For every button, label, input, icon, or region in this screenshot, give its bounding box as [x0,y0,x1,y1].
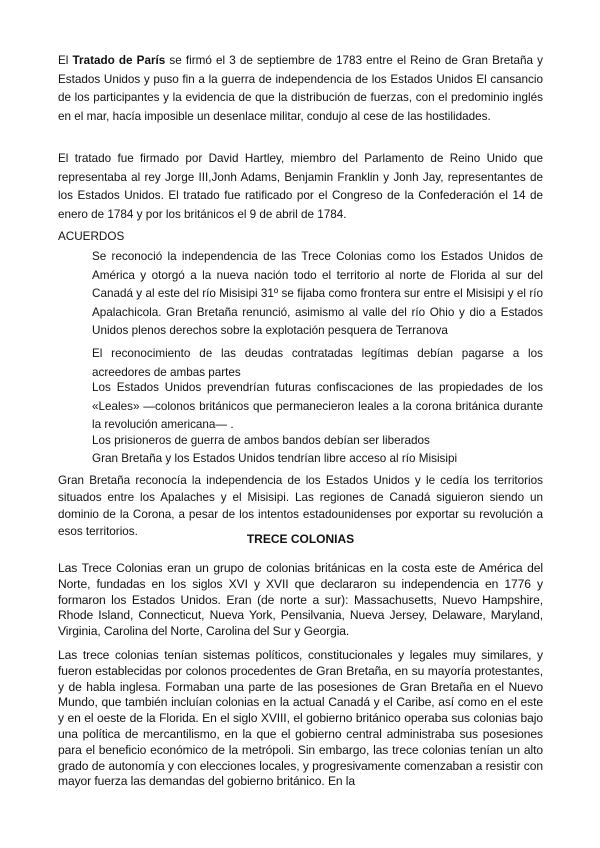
acuerdo-item: Los Estados Unidos prevendrían futuras confiscaciones de las propiedades de los «Leales» —colonos británicos que permanecieron leales a la corona británica durante la revolución americana— . [92,381,543,431]
section-title: TRECE COLONIAS [246,532,355,546]
intro-rest: se firmó el 3 de septiembre de 1783 entre el Reino de Gran Bretaña y Estados Unidos y puso fin a la guerra de independencia de los Estados Unidos El cansancio de los participantes y la evidencia de que la distribución de fuerzas, con el predominio inglés en el mar, hacía imposible un desenlace militar, condujo al cese de las hostilidades. [58,54,544,123]
acuerdo-item: Gran Bretaña y los Estados Unidos tendrían libre acceso al río Misisipi [92,452,458,465]
colonias-paragraph-2: Las trece colonias tenían sistemas políticos, constitucionales y legales muy similares, y fueron establecidas por colonos procedentes de Gran Bretaña, en su mayoría protestantes, y de habla inglesa. Formaban una parte de las posesiones de Gran Bretaña en el Nuevo Mundo, que también incluían colonias en la actual Canadá y el Caribe, así como en el este y en el oeste de la Florida. En el siglo XVIII, el gobierno británico operaba sus colonias bajo una política de mercantilismo, en la que el gobierno central administraba sus posesiones para el beneficio económico de la metrópoli. Sin embargo, las trece colonias tenían un alto grado de autonomía y con elecciones locales, y progresivamente comenzaban a resistir con mayor fuerza las demandas del gobierno británico. En la [58,648,543,789]
treaty-name: Tratado de París [72,54,166,67]
britain-paragraph: Gran Bretaña reconocía la independencia de los Estados Unidos y le cedía los territorios situados entre los Apalaches y el Misisipi. Las regiones de Canadá siguieron siendo un dominio de la Corona, a pesar de los intentos estadounidenses por exportar su revolución a esos territorios. [58,474,543,538]
intro-paragraph [58,52,543,126]
acuerdo-item: Se reconoció la independencia de las Trece Colonias como los Estados Unidos de América y otorgó a la nueva nación todo el territorio al norte de Florida al sur del Canadá y al este del río Misisipi 31º se fijaba como frontera sur entre el Misisipi y el río Apalachicola. Gran Bretaña renunció, asimismo al valle del río Ohio y dio a Estados Unidos plenos derechos sobre la explotación pesquera de Terranova [92,250,543,337]
colonias-paragraph-1: Las Trece Colonias eran un grupo de colonias británicas en la costa este de América del Norte, fundadas en los siglos XVI y XVII que declararon su independencia en 1776 y formaron los Estados Unidos. Eran (de norte a sur): Massachusetts, Nuevo Hampshire, Rhode Island, Connecticut, Nueva York, Pensilvania, Nueva Jersey, Delaware, Maryland, Virginia, Carolina del Norte, Carolina del Sur y Georgia. [58,561,543,639]
intro-prefix: El [58,54,73,67]
acuerdo-item: Los prisioneros de guerra de ambos bandos debían ser liberados [92,434,430,447]
acuerdos-heading: ACUERDOS [58,230,125,243]
acuerdo-item: El reconocimiento de las deudas contratadas legítimas debían pagarse a los acreedores de ambas partes [92,347,543,379]
signers-paragraph: El tratado fue firmado por David Hartley, miembro del Parlamento de Reino Unido que representaba al rey Jorge III,Jonh Adams, Benjamin Franklin y Jonh Jay, representantes de los Estados Unidos. El tratado fue ratificado por el Congreso de la Confederación el 14 de enero de 1784 y por los británicos el 9 de abril de 1784. [58,152,543,221]
